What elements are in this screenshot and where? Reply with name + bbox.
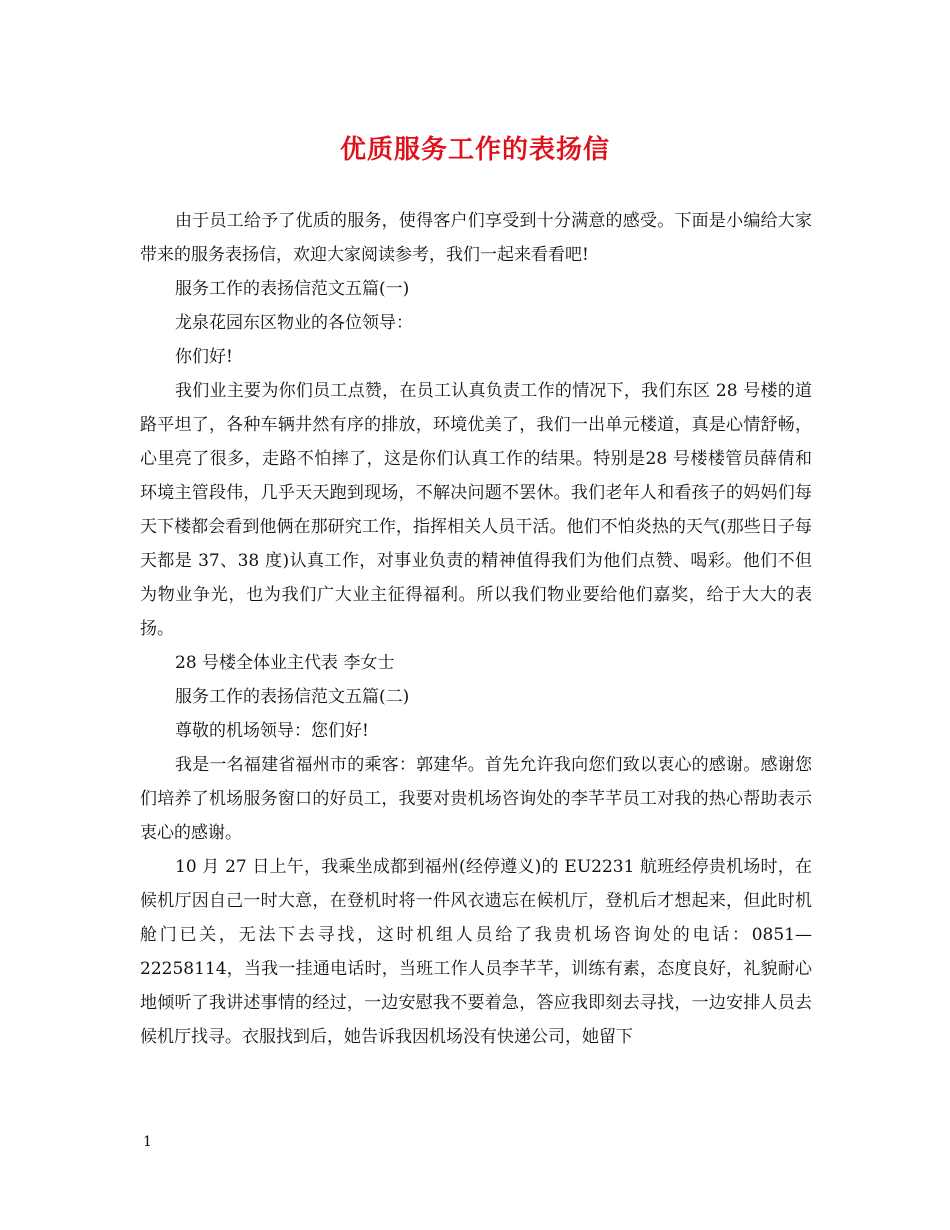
letter-body-two-intro: 我是一名福建省福州市的乘客：郭建华。首先允许我向您们致以衷心的感谢。感谢您们培养了机场服务窗口的好员工，我要对贵机场咨询处的李芊芊员工对我的热心帮助表示衷心的感谢。 [140, 755, 812, 843]
letter-salutation-one: 龙泉花园东区物业的各位领导： [175, 313, 413, 333]
letter-body-one: 我们业主要为你们员工点赞，在员工认真负责工作的情况下，我们东区 28 号楼的道路平坦了，各种车辆井然有序的排放，环境优美了，我们一出单元楼道，真是心情舒畅，心里亮了很多，走路不怕摔了，这是你们认真工作的结果。特别是28 号楼楼管员薛倩和环境主管段伟，几乎天天跑到现场，不解决问题不罢休。我们老年人和看孩子的妈妈们每天下楼都会看到他俩在那研究工作，指挥相关人员干活。他们不怕炎热的天气(那些日子每天都是 37、38 度)认真工作，对事业负责的精神值得我们为他们点赞、喝彩。他们不但为物业争光，也为我们广大业主征得福利。所以我们物业要给他们嘉奖，给于大大的表扬。 [140, 381, 812, 639]
letter-signature-one: 28 号楼全体业主代表 李女士 [175, 653, 395, 673]
letter-greeting-one: 你们好! [175, 347, 233, 367]
document-body [140, 204, 812, 1054]
section-heading-one: 服务工作的表扬信范文五篇(一) [175, 279, 410, 299]
letter-salutation-two: 尊敬的机场领导：您们好! [175, 721, 369, 741]
page-number: 1 [143, 1134, 152, 1150]
letter-body-two-details: 10 月 27 日上午，我乘坐成都到福州(经停遵义)的 EU2231 航班经停贵机场时，在候机厅因自己一时大意，在登机时将一件风衣遗忘在候机厅，登机后才想起来，但此时机舱门已关，无法下去寻找，这时机组人员给了我贵机场咨询处的电话：0851—22258114，当我一挂通电话时，当班工作人员李芊芊，训练有素，态度良好，礼貌耐心地倾听了我讲述事情的经过，一边安慰我不要着急，答应我即刻去寻找，一边安排人员去候机厅找寻。衣服找到后，她告诉我因机场没有快递公司，她留下 [140, 857, 812, 1047]
intro-paragraph: 由于员工给予了优质的服务，使得客户们享受到十分满意的感受。下面是小编给大家带来的服务表扬信，欢迎大家阅读参考，我们一起来看看吧! [140, 211, 812, 265]
document-title: 优质服务工作的表扬信 [339, 135, 610, 165]
section-heading-two: 服务工作的表扬信范文五篇(二) [175, 687, 410, 707]
